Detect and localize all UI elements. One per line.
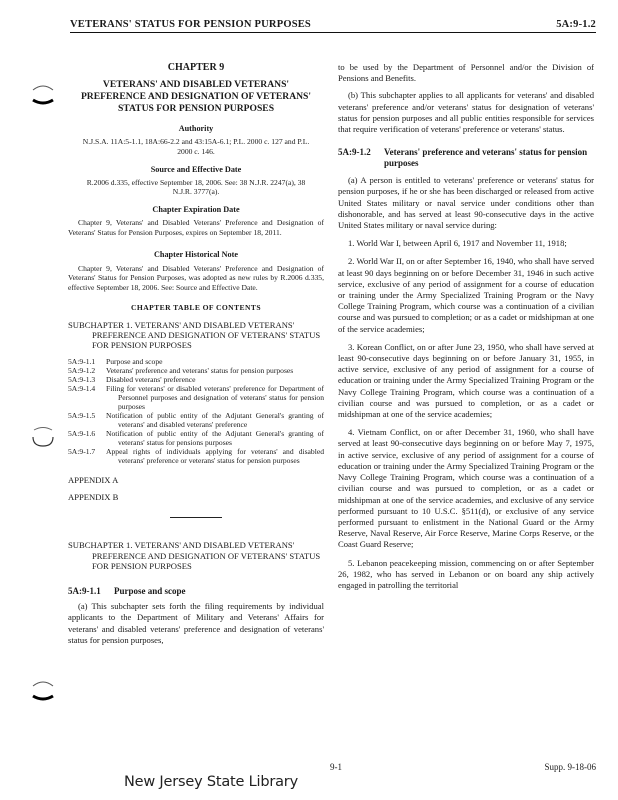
appendix-b-link[interactable]: APPENDIX B [68,491,119,502]
section-paragraph: (a) This subchapter sets forth the filing requirements by individual applicants to the Department of Military and Veterans' Affairs for veterans' and disabled veterans' preference and designation of veterans' status for pension purposes, [68,601,324,645]
header-title: VETERANS' STATUS FOR PENSION PURPOSES [70,19,311,30]
section-number: 5A:9-1.1 [68,585,101,596]
section-divider [170,517,222,518]
page-number: 9-1 [330,762,342,772]
section-paragraph-continued: to be used by the Department of Personnel and/or the Division of Pensions and Benefits. [338,62,594,84]
source-text: R.2006 d.335, effective September 18, 2006. See: 38 N.J.R. 2247(a), 38 N.J.R. 3777(a). [86,177,306,197]
source-heading: Source and Effective Date [150,164,242,174]
authority-heading: Authority [178,124,214,134]
section-number: 5A:9-1.2 [338,147,371,158]
toc-entry[interactable]: 5A:9-1.5 Notification of public entity of the Adjutant General's granting of veterans' and disabled veterans' preference [68,410,324,429]
subchapter-heading: SUBCHAPTER 1. VETERANS' AND DISABLED VETERANS' PREFERENCE AND DESIGNATION OF VETERANS' STATUS FOR PENSION PURPOSES [68,540,321,572]
section-heading [338,147,594,169]
list-item: 3. Korean Conflict, on or after June 23, 1950, who shall have served at least 90-consecutive days beginning on or before January 31, 1955, in active service, exclusive of any period of assignment for a course of education or training under the Army Specialized Training Program or the Navy College Training Program, which course was a continuation of a civilian course and was pursued to completion, or as a cadet or midshipman at one of the service academies; [338,341,594,420]
section-paragraph: (a) A person is entitled to veterans' preference or veterans' status for pension purposes, if he or she has been discharged or released from active United States military or naval service under conditions other than dishonorable, and has served at least 90-consecutive days in the active United States military or naval service during: [338,175,594,231]
expiration-heading: Chapter Expiration Date [152,204,240,214]
list-item: 4. Vietnam Conflict, on or after December 31, 1960, who shall have served at least 90-consecutive days beginning on or before May 7, 1975, in active service, exclusive of any period of assignment for a course of education or training under the Army Specialized Training Program or the Navy College Training Program, which course was a continuation of a civilian course and was pursued to completion, or as a cadet or midshipman at one of the service academies, and exclusive of any service performed pursuant to 10 U.S.C. §511(d), or exclusive of any service performed pursuant to enlistment in the National Guard or the Army Reserve, Naval Reserve, Air Force Reserve, Marine Corps Reserve, or the Coast Guard Reserve; [338,427,594,550]
section-paragraph: (b) This subchapter applies to all applicants for veterans' and disabled veterans' preference and/or veterans' status for designation of veterans' status for pension purposes and all public entities responsible for services that require verification of veterans' preference or veterans' status. [338,90,594,135]
authority-text: N.J.S.A. 11A:5-1.1, 18A:66-2.2 and 43:15A-6.1; P.L. 2000 c. 127 and P.L. 2000 c. 146. [82,137,310,156]
section-title: Purpose and scope [114,585,186,596]
left-column [68,62,324,652]
historical-text: Chapter 9, Veterans' and Disabled Veterans' Preference and Designation of Veterans' Status for Pension Purposes, was adopted as new rules by R.2006 d.335, effective September 18, 2006. See: Source and Effective Date. [68,263,324,292]
list-item: 1. World War I, between April 6, 1917 and November 11, 1918; [348,238,567,249]
section-heading [68,586,324,597]
punch-hole-icon [30,426,56,448]
toc-entry[interactable]: 5A:9-1.4 Filing for veterans' or disabled veterans' preference for Department of Personnel purposes and designation of veterans' status for pension purposes [68,383,324,411]
chapter-title: VETERANS' AND DISABLED VETERANS' PREFERENCE AND DESIGNATION OF VETERANS' STATUS FOR PENSION PURPOSES [80,79,312,115]
right-column [338,62,594,598]
toc-subchapter: SUBCHAPTER 1. VETERANS' AND DISABLED VETERANS' PREFERENCE AND DESIGNATION OF VETERANS' STATUS FOR PENSION PURPOSES [68,319,321,351]
list-item: 2. World War II, on or after September 16, 1940, who shall have served at least 90 days beginning on or before December 31, 1946 in such active service, exclusive of any period of assignment for a course of education or training under the Army Specialized Training Program or the Navy College Training Program, which course was a continuation of a civilian course and was pursued to completion; or as a cadet or midshipman at one of the service academies; [338,256,594,334]
toc-entry[interactable]: 5A:9-1.6 Notification of public entity of the Adjutant General's granting of veterans' status for pensions purposes [68,428,324,447]
appendix-a-link[interactable]: APPENDIX A [68,474,119,485]
toc-entry[interactable]: 5A:9-1.3 Disabled veterans' preference [68,374,196,384]
library-watermark: New Jersey State Library [124,774,298,790]
toc-list [68,357,324,465]
historical-heading: Chapter Historical Note [154,250,238,260]
header-section-number: 5A:9-1.2 [556,19,596,30]
toc-title: CHAPTER TABLE OF CONTENTS [131,303,261,313]
toc-entry[interactable]: 5A:9-1.2 Veterans' preference and veterans' status for pension purposes [68,365,294,375]
toc-entry[interactable]: 5A:9-1.1 Purpose and scope [68,356,163,366]
expiration-text: Chapter 9, Veterans' and Disabled Veterans' Preference and Designation of Veterans' Status for Pension Purposes, expires on September 18, 2011. [68,218,324,237]
list-item: 5. Lebanon peacekeeping mission, commencing on or after September 26, 1982, who has served in Lebanon or on board any ship actively engaged in patrolling the territorial [338,557,594,590]
chapter-number: CHAPTER 9 [167,62,225,73]
punch-hole-icon [30,84,56,106]
section-title: Veterans' preference and veterans' status for pension purposes [384,147,588,169]
toc-entry[interactable]: 5A:9-1.7 Appeal rights of individuals applying for veterans' and disabled veterans' preference or veterans' status for pension purposes [68,446,324,465]
supplement-date: Supp. 9-18-06 [544,762,596,772]
running-header [70,14,596,33]
punch-hole-icon [30,680,56,702]
